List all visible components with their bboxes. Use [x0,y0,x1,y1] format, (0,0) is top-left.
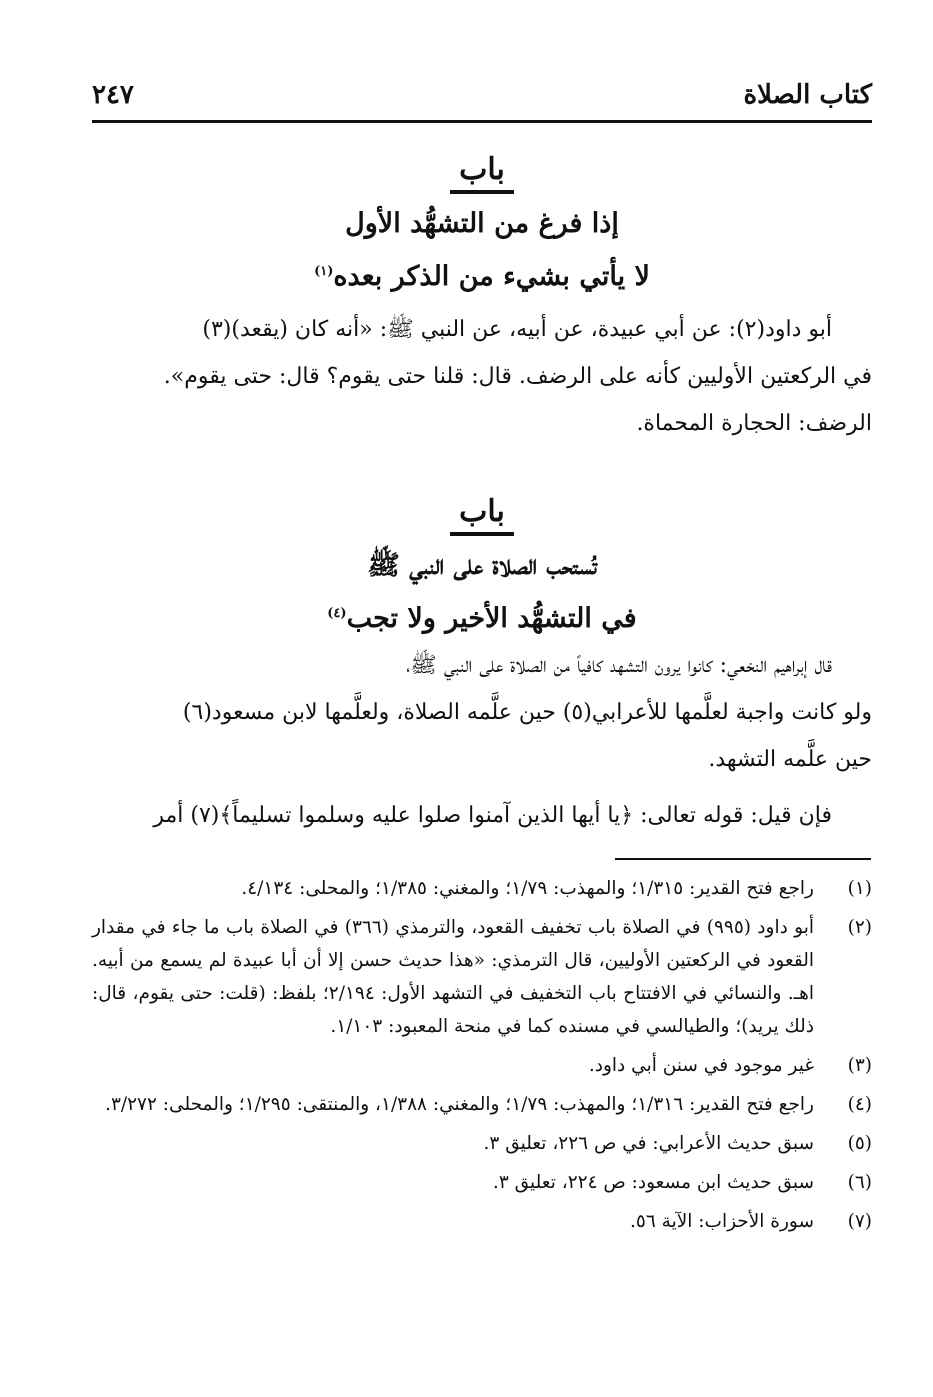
footnote-number: (٣) [847,1055,872,1076]
page-number: ٢٤٧ [92,80,134,110]
bab-underline [450,190,514,194]
text-line: قال إبراهيم النخعي: كانوا يرون التشهد كافياً من الصلاة على النبي ﷺ، [406,653,832,678]
footnote-number: (٤) [847,1094,872,1115]
footnotes [92,872,872,1244]
text-line: حين علَّمه التشهد. [708,747,872,772]
footnote-text: أبو داود (٩٩٥) في الصلاة باب تخفيف القعود، والترمذي (٣٦٦) في الصلاة باب ما جاء في مقدار القعود في الركعتين الأوليين، قال الترمذي: «هذا حديث حسن إلا أن أبا عبيدة لم يسمع من أبيه. اهـ. والنسائي في الافتتاح باب التخفيف في التشهد الأول: ٢/١٩٤؛ بلفظ: (قلت: حتى يقوم، قال: ذلك يريد)؛ والطيالسي في مسنده كما في منحة المعبود: ١/١٠٣. [92,917,814,1037]
text-line: ولو كانت واجبة لعلَّمها للأعرابي(٥) حين علَّمه الصلاة، ولعلَّمها لابن مسعود(٦) [182,700,872,725]
footnote [92,1088,872,1121]
book-title: كتاب الصلاة [743,80,872,110]
chapter-title-line2: في التشهُّد الأخير ولا تجب$^{(٤)}$ [327,603,637,634]
footnote-number: (٦) [847,1172,872,1193]
footnote-separator [615,858,871,860]
footnote [92,1166,872,1199]
footnote-text: راجع فتح القدير: ١/٣١٥؛ والمهذب: ١/٧٩؛ والمغني: ١/٣٨٥؛ والمحلى: ٤/١٣٤. [241,878,814,899]
footnote-text: سبق حديث الأعرابي: في ص ٢٢٦، تعليق ٣. [483,1133,814,1154]
running-header [92,78,872,123]
footnote [92,1049,872,1082]
footnote [92,872,872,905]
chapter-heading-2 [92,492,872,643]
chapter-title-line2: لا يأتي بشيء من الذكر بعده$^{(١)}$ [314,261,650,292]
paragraph-2 [90,642,872,783]
paragraph-3 [90,792,872,839]
footnote-text: سورة الأحزاب: الآية ٥٦. [630,1211,814,1232]
footnote-ref: (١) [314,264,334,279]
footnote-text: راجع فتح القدير: ١/٣١٦؛ والمهذب: ١/٧٩؛ والمغني: ١/٣٨٨، والمنتقى: ١/٢٩٥؛ والمحلى: ٣/٢٧٢. [105,1094,814,1115]
footnote-number: (١) [847,878,872,899]
footnote-ref: (٤) [327,606,347,621]
bab-label: باب [459,494,505,529]
footnote-number: (٥) [847,1133,872,1154]
footnote [92,1205,872,1238]
text-line: أبو داود(٢): عن أبي عبيدة، عن أبيه، عن النبي ﷺ: «أنه كان (يقعد)(٣) [202,317,832,342]
footnote-text: غير موجود في سنن أبي داود. [588,1055,814,1076]
bab-underline [450,532,514,536]
paragraph-1 [90,306,872,447]
chapter-title-line1: تُستحب الصلاة على النبي ﷺ [367,550,597,581]
footnote [92,1127,872,1160]
footnote [92,911,872,1043]
text-line: فإن قيل: قوله تعالى: ﴿يا أيها الذين آمنوا صلوا عليه وسلموا تسليماً﴾(٧) أمر [153,803,832,828]
bab-label: باب [459,152,505,187]
text-line: الرضف: الحجارة المحماة. [636,411,872,436]
footnote-number: (٧) [847,1211,872,1232]
chapter-heading-1 [92,150,872,301]
chapter-title-line1: إذا فرغ من التشهُّد الأول [345,208,619,239]
footnote-number: (٢) [847,917,872,938]
footnote-text: سبق حديث ابن مسعود: ص ٢٢٤، تعليق ٣. [492,1172,814,1193]
text-line: في الركعتين الأوليين كأنه على الرضف. قال: قلنا حتى يقوم؟ قال: حتى يقوم». [163,364,872,389]
